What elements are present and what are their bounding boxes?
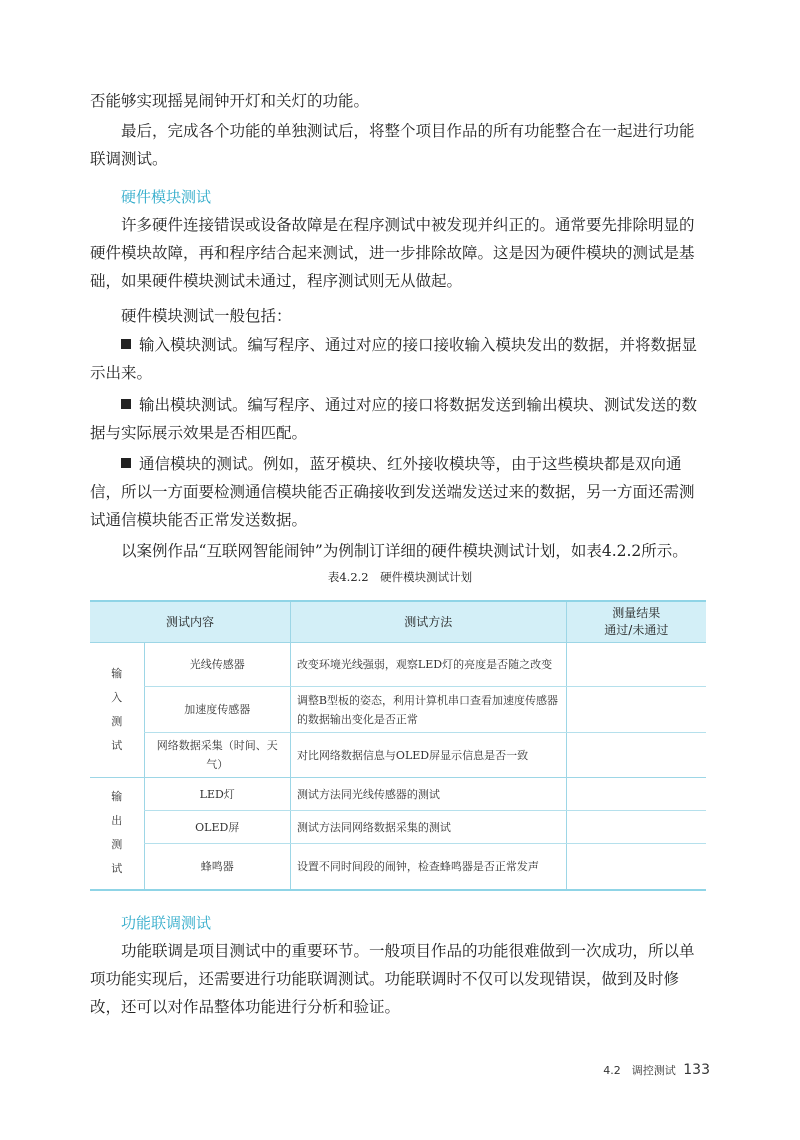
table-cell-result — [566, 643, 706, 687]
table-cell-result — [566, 844, 706, 890]
page-number: 133 — [683, 1062, 710, 1078]
bullet-comm-text: 通信模块的测试。例如，蓝牙模块、红外接收模块等，由于这些模块都是双向通信，所以一方面要检测通信模块能否正确接收到发送端发送过来的数据，另一方面还需测试通信模块能否正常发送数据。 — [90, 455, 695, 529]
square-bullet-icon — [121, 458, 131, 468]
table-cell-result — [566, 778, 706, 811]
table-header-row — [90, 601, 706, 643]
table-cell-method: 调整B型板的姿态，利用计算机串口查看加速度传感器的数据输出变化是否正常 — [290, 687, 566, 733]
hardware-test-plan-table — [90, 600, 706, 891]
table-cell-method: 对比网络数据信息与OLED屏显示信息是否一致 — [290, 733, 566, 778]
footer-section: 4.2 调控测试 — [603, 1064, 676, 1077]
header-result-line1: 测量结果 — [612, 606, 661, 620]
header-test-method: 测试方法 — [290, 601, 566, 643]
table-cell-method: 测试方法同网络数据采集的测试 — [290, 811, 566, 844]
table-row — [90, 844, 706, 890]
table-cell-method: 改变环境光线强弱，观察LED灯的亮度是否随之改变 — [290, 643, 566, 687]
table-caption: 表4.2.2 硬件模块测试计划 — [327, 570, 473, 584]
table-cell-result — [566, 733, 706, 778]
section-heading-integration-test: 功能联调测试 — [121, 914, 212, 932]
table-cell-method: 测试方法同光线传感器的测试 — [290, 778, 566, 811]
table-row — [90, 687, 706, 733]
bullet-input-text: 输入模块测试。编写程序、通过对应的接口接收输入模块发出的数据，并将数据显示出来。 — [90, 336, 698, 382]
page-footer — [560, 1062, 710, 1078]
table-cell-item: 光线传感器 — [144, 643, 290, 687]
table-cell-item: 蜂鸣器 — [144, 844, 290, 890]
table-cell-item: OLED屏 — [144, 811, 290, 844]
section-heading-hardware-test: 硬件模块测试 — [121, 188, 212, 206]
output-test-group-label: 输 出 测 试 — [111, 790, 123, 876]
table-row — [90, 733, 706, 778]
table-cell-result — [566, 687, 706, 733]
table-row — [90, 643, 706, 687]
square-bullet-icon — [121, 399, 131, 409]
header-test-content: 测试内容 — [90, 601, 290, 643]
input-test-group-label: 输 入 测 试 — [90, 643, 144, 778]
table-row — [90, 811, 706, 844]
paragraph-intro: 否能够实现摇晃闹钟开灯和关灯的功能。 — [90, 92, 370, 110]
table-row — [90, 778, 706, 811]
paragraph-final-integration: 最后，完成各个功能的单独测试后，将整个项目作品的所有功能整合在一起进行功能联调测试。 — [90, 122, 695, 168]
bullet-output-text: 输出模块测试。编写程序、通过对应的接口将数据发送到输出模块、测试发送的数据与实际展示效果是否相匹配。 — [90, 396, 698, 442]
square-bullet-icon — [121, 339, 131, 349]
table-cell-result — [566, 811, 706, 844]
bullet-input-test — [90, 331, 708, 387]
header-result-line2: 通过/未通过 — [604, 623, 669, 637]
bullet-output-test — [90, 391, 708, 447]
table-cell-item: 网络数据采集（时间、天气） — [144, 733, 290, 778]
bullet-comm-test — [90, 450, 708, 534]
table-cell-method: 设置不同时间段的闹钟，检查蜂鸣器是否正常发声 — [290, 844, 566, 890]
paragraph-hardware-intro: 许多硬件连接错误或设备故障是在程序测试中被发现并纠正的。通常要先排除明显的硬件模块故障，再和程序结合起来测试，进一步排除故障。这是因为硬件模块的测试是基础，如果硬件模块测试未通过，程序测试则无从做起。 — [90, 216, 695, 290]
table-cell-item: 加速度传感器 — [144, 687, 290, 733]
paragraph-integration: 功能联调是项目测试中的重要环节。一般项目作品的功能很难做到一次成功，所以单项功能实现后，还需要进行功能联调测试。功能联调时不仅可以发现错误，做到及时修改，还可以对作品整体功能进行分析和验证。 — [90, 942, 695, 1016]
paragraph-hardware-includes: 硬件模块测试一般包括： — [121, 307, 292, 325]
paragraph-table-intro: 以案例作品“互联网智能闹钟”为例制订详细的硬件模块测试计划，如表4.2.2所示。 — [121, 542, 688, 560]
header-test-result — [566, 601, 706, 643]
table-cell-item: LED灯 — [144, 778, 290, 811]
